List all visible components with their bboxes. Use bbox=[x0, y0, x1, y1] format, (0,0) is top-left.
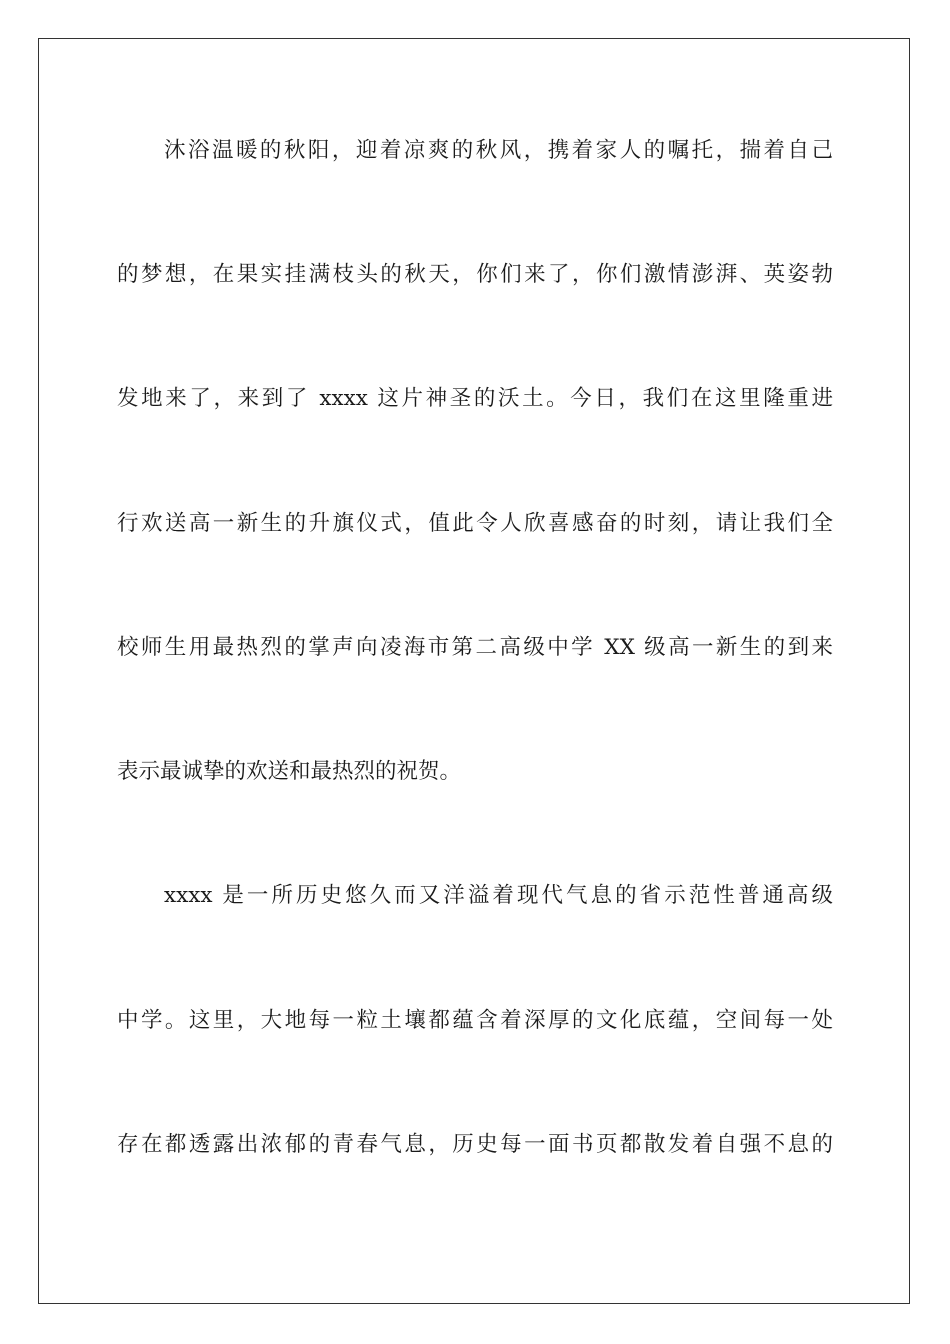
paragraph-2-line-1: xxxx 是一所历史悠久而又洋溢着现代气息的省示范性普通高级 bbox=[164, 883, 833, 908]
paragraph-1-line-4: 行欢送高一新生的升旗仪式，值此令人欣喜感奋的时刻，请让我们全 bbox=[117, 511, 833, 536]
paragraph-1-line-5: 校师生用最热烈的掌声向凌海市第二高级中学 XX 级高一新生的到来 bbox=[117, 635, 833, 660]
paragraph-1-line-2: 的梦想，在果实挂满枝头的秋天，你们来了，你们激情澎湃、英姿勃 bbox=[117, 262, 833, 287]
paragraph-1-line-1: 沐浴温暖的秋阳，迎着凉爽的秋风，携着家人的嘱托，揣着自己 bbox=[164, 138, 833, 163]
paragraph-1-line-6: 表示最诚挚的欢送和最热烈的祝贺。 bbox=[117, 759, 462, 784]
paragraph-2-line-2: 中学。这里，大地每一粒土壤都蕴含着深厚的文化底蕴，空间每一处 bbox=[117, 1008, 833, 1033]
page-border bbox=[38, 38, 910, 1304]
paragraph-2-line-3: 存在都透露出浓郁的青春气息，历史每一面书页都散发着自强不息的 bbox=[117, 1132, 833, 1157]
paragraph-1-line-3: 发地来了，来到了 xxxx 这片神圣的沃土。今日，我们在这里隆重进 bbox=[117, 386, 833, 411]
